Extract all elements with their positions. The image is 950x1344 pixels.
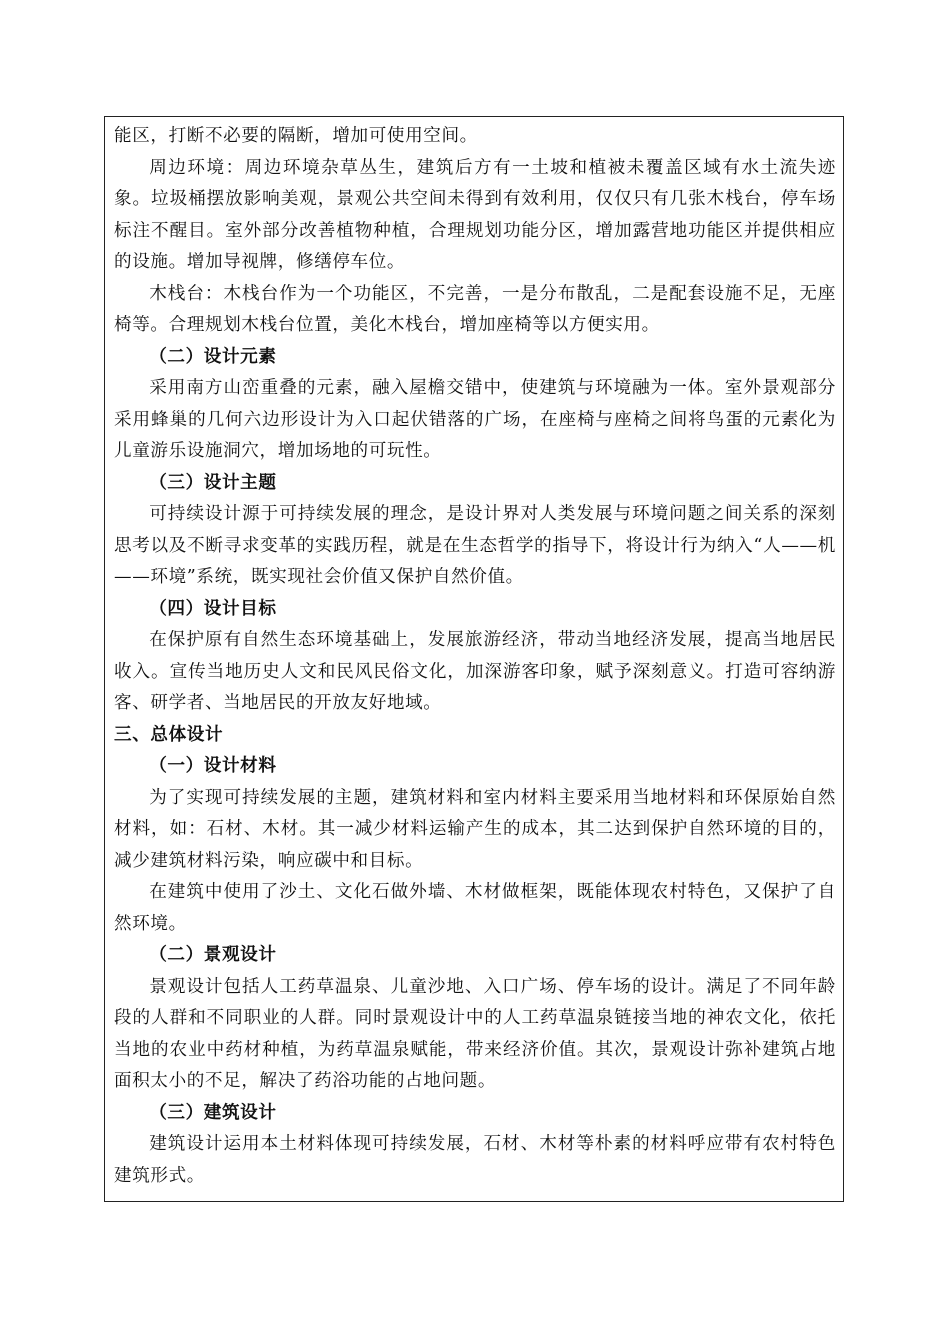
paragraph-design-materials: 为了实现可持续发展的主题，建筑材料和室内材料主要采用当地材料和环保原始自然材料，如：石材、木材。其一减少材料运输产生的成本，其二达到保护自然环境的目的，减少建筑材料污染，响应碳中和目标。 [114,787,836,871]
heading-design-theme: （三）设计主题 [149,472,277,493]
paragraph-functional-area: 能区，打断不必要的隔断，增加可使用空间。 [114,126,478,146]
paragraph-landscape-design: 景观设计包括人工药草温泉、儿童沙地、入口广场、停车场的设计。满足了不同年龄段的人群和不同职业的人群。同时景观设计中的人工药草温泉链接当地的神农文化，依托当地的农业中药材种植，为药草温泉赋能，带来经济价值。其次，景观设计弥补建筑占地面积太小的不足，解决了药浴功能的占地问题。 [114,976,836,1091]
heading-architectural-design: （三）建筑设计 [149,1102,277,1123]
heading-design-elements: （二）设计元素 [149,346,277,367]
paragraph-architectural-design: 建筑设计运用本土材料体现可持续发展，石材、木材等朴素的材料呼应带有农村特色建筑形式。 [114,1134,836,1186]
paragraph-design-elements: 采用南方山峦重叠的元素，融入屋檐交错中，使建筑与环境融为一体。室外景观部分采用蜂巢的几何六边形设计为入口起伏错落的广场，在座椅与座椅之间将鸟蛋的元素化为儿童游乐设施洞穴，增加场地的可玩性。 [114,378,836,461]
heading-overall-design: 三、总体设计 [114,724,224,745]
paragraph-surroundings: 周边环境：周边环境杂草丛生，建筑后方有一土坡和植被未覆盖区域有水土流失迹象。垃圾桶摆放影响美观，景观公共空间未得到有效利用，仅仅只有几张木栈台，停车场标注不醒目。室外部分改善植物种植，合理规划功能分区，增加露营地功能区并提供相应的设施。增加导视牌，修缮停车位。 [114,157,836,272]
paragraph-design-theme: 可持续设计源于可持续发展的理念，是设计界对人类发展与环境问题之间关系的深刻思考以及不断寻求变革的实践历程，就是在生态哲学的指导下，将设计行为纳入“人——机——环境”系统，既实现社会价值又保护自然价值。 [114,504,836,587]
paragraph-building-materials: 在建筑中使用了沙土、文化石做外墙、木材做框架，既能体现农村特色，又保护了自然环境。 [114,882,836,934]
document-body [114,121,836,1192]
heading-landscape-design: （二）景观设计 [149,945,277,965]
heading-design-goals: （四）设计目标 [149,598,277,619]
heading-design-materials: （一）设计材料 [149,756,277,776]
paragraph-design-goals: 在保护原有自然生态环境基础上，发展旅游经济，带动当地经济发展，提高当地居民收入。宣传当地历史人文和民风民俗文化，加深游客印象，赋予深刻意义。打造可容纳游客、研学者、当地居民的开放友好地域。 [114,630,836,713]
paragraph-wooden-deck: 木栈台：木栈台作为一个功能区，不完善，一是分布散乱，二是配套设施不足，无座椅等。合理规划木栈台位置，美化木栈台，增加座椅等以方便实用。 [114,283,836,335]
